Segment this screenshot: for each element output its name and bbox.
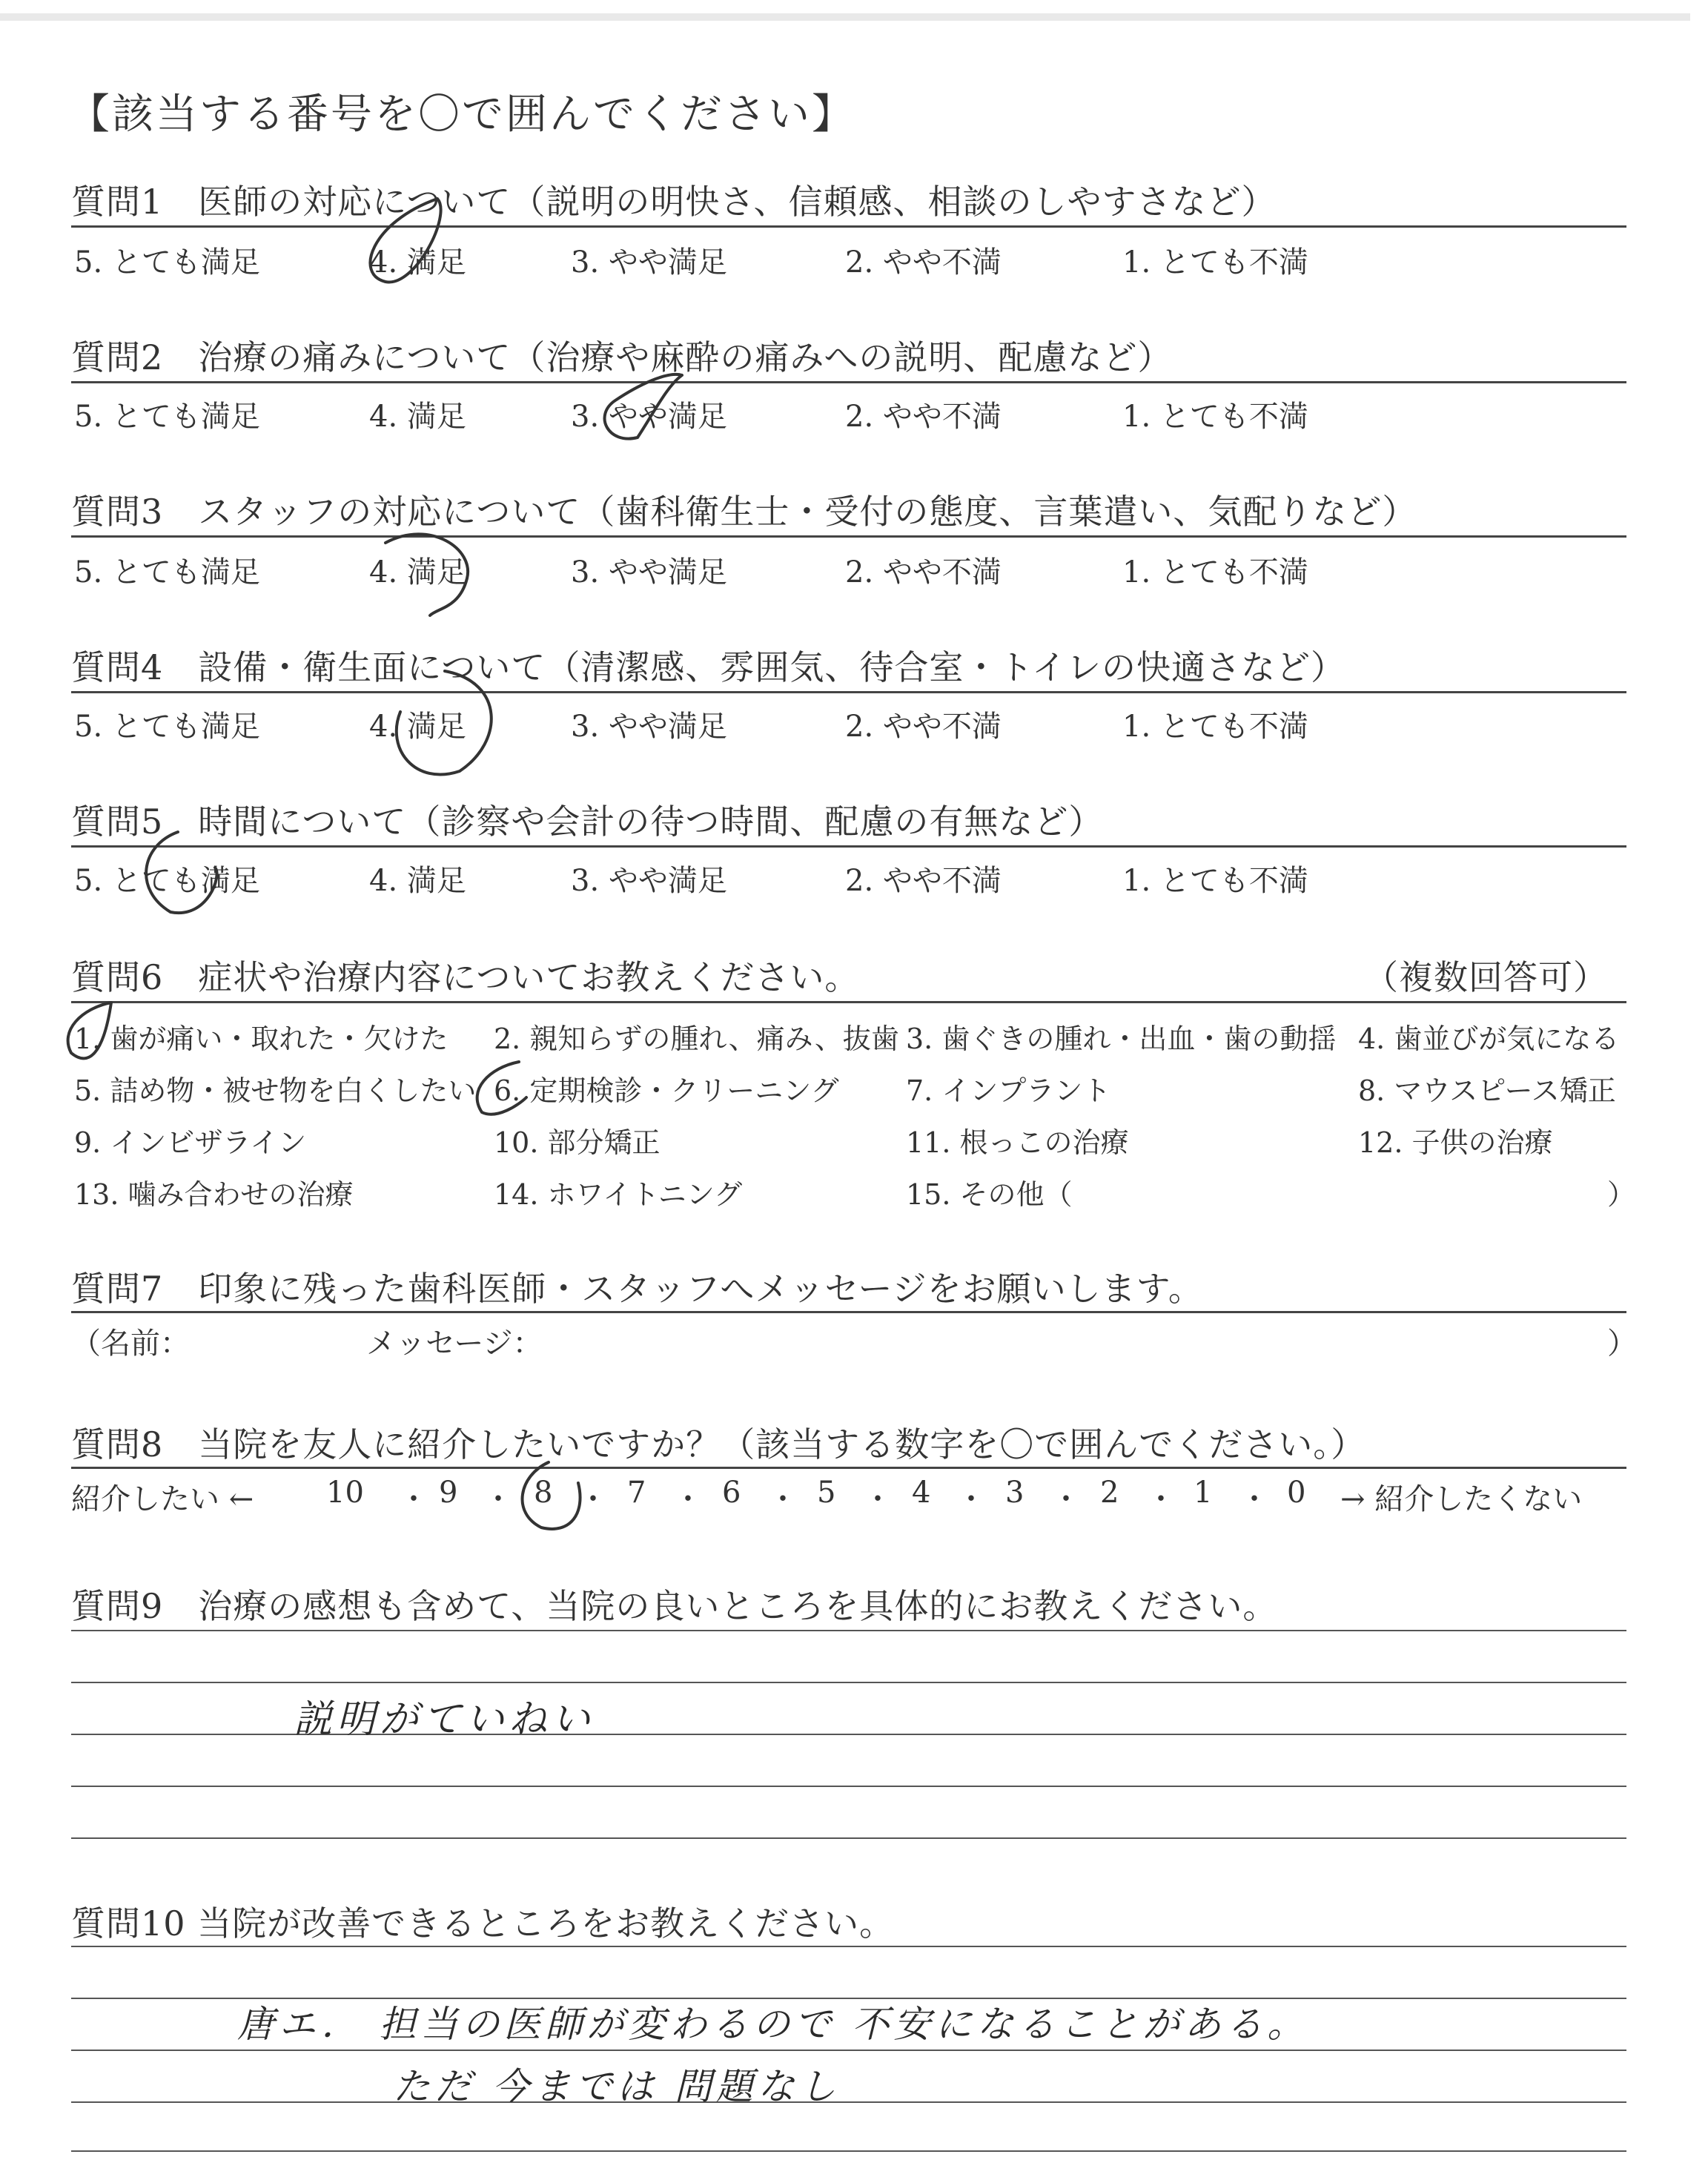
q8-scale-dot: ・ (1146, 1482, 1176, 1516)
q8-scale-item[interactable]: 1 (1194, 1476, 1213, 1510)
q2-option-1[interactable]: 1. とても不満 (1122, 400, 1308, 434)
q6-option-12[interactable]: 12. 子供の治療 (1358, 1126, 1553, 1159)
q6-option-11[interactable]: 11. 根っこの治療 (906, 1126, 1129, 1159)
q2-option-4[interactable]: 4. 満足 (369, 400, 466, 434)
q3-option-1[interactable]: 1. とても不満 (1122, 555, 1308, 589)
q8-scale-item[interactable]: 4 (912, 1476, 931, 1510)
q8-scale-item[interactable]: 6 (722, 1476, 741, 1510)
q8-scale-item[interactable]: 9 (439, 1476, 458, 1510)
q8-scale-item[interactable]: 3 (1005, 1476, 1025, 1510)
question-2-title: 質問2 治療の痛みについて（治療や麻酔の痛みへの説明、配慮など） (71, 337, 1173, 377)
q8-scale-dot: ・ (1051, 1482, 1081, 1516)
q7-close-paren: ） (1607, 1327, 1637, 1361)
q8-scale-item[interactable]: 8 (534, 1476, 553, 1510)
q6-option-1[interactable]: 1. 歯が痛い・取れた・欠けた (74, 1023, 448, 1055)
q2-option-3[interactable]: 3. やや満足 (571, 400, 727, 434)
q10-handwritten-answer-line-2: ただ 今までは 問題なし (393, 2065, 841, 2108)
q3-option-5[interactable]: 5. とても満足 (74, 555, 260, 589)
q6-option-7[interactable]: 7. インプラント (906, 1074, 1111, 1107)
q7-message-label: メッセージ： (366, 1327, 543, 1361)
q8-left-label: 紹介したい ← (71, 1482, 254, 1516)
q4-option-1[interactable]: 1. とても不満 (1122, 710, 1308, 744)
q8-scale-item[interactable]: 2 (1100, 1476, 1119, 1510)
q6-option-6-circle-mark (477, 1062, 526, 1114)
q8-scale-dot: ・ (863, 1482, 893, 1516)
question-1-title: 質問1 医師の対応について（説明の明快さ、信頼感、相談のしやすさなど） (71, 182, 1277, 222)
q3-circle-mark (385, 534, 468, 615)
q9-handwritten-answer: 説明がていねい (294, 1697, 595, 1742)
q6-option-13[interactable]: 13. 噛み合わせの治療 (74, 1178, 354, 1211)
q1-option-4[interactable]: 4. 満足 (369, 245, 466, 280)
question-10-title: 質問10 当院が改善できるところをお教えください。 (71, 1903, 895, 1943)
q6-option-15-close: ） (1607, 1178, 1636, 1211)
q6-option-3[interactable]: 3. 歯ぐきの腫れ・出血・歯の動揺 (906, 1023, 1337, 1055)
q3-option-3[interactable]: 3. やや満足 (571, 555, 727, 589)
q6-option-5[interactable]: 5. 詰め物・被せ物を白くしたい (74, 1074, 477, 1107)
q1-option-2[interactable]: 2. やや不満 (845, 245, 1002, 280)
q6-option-6[interactable]: 6. 定期検診・クリーニング (494, 1074, 839, 1107)
q2-option-5[interactable]: 5. とても満足 (74, 400, 260, 434)
q10-handwritten-answer-line-1: 唐エ． 担当の医師が変わるので 不安になることがある。 (237, 2003, 1309, 2046)
question-3-title: 質問3 スタッフの対応について（歯科衛生士・受付の態度、言葉遣い、気配りなど） (71, 492, 1417, 532)
q8-scale-item[interactable]: 0 (1287, 1476, 1306, 1510)
q4-option-3[interactable]: 3. やや満足 (571, 710, 727, 744)
question-6-note: （複数回答可） (1364, 957, 1608, 997)
q5-option-4[interactable]: 4. 満足 (369, 864, 466, 898)
question-5-title: 質問5 時間について（診察や会計の待つ時間、配慮の有無など） (71, 802, 1104, 842)
q1-option-5[interactable]: 5. とても満足 (74, 245, 260, 280)
q6-option-10[interactable]: 10. 部分矯正 (494, 1126, 661, 1159)
form-heading: 【該当する番号を〇で囲んでください】 (68, 90, 855, 139)
q4-option-5[interactable]: 5. とても満足 (74, 710, 260, 744)
q8-scale-dot: ・ (768, 1482, 798, 1516)
q8-scale-item[interactable]: 5 (817, 1476, 836, 1510)
q6-option-4[interactable]: 4. 歯並びが気になる (1358, 1023, 1620, 1055)
q6-option-1-circle-mark (68, 1003, 111, 1058)
q5-option-2[interactable]: 2. やや不満 (845, 864, 1002, 898)
q2-circle-mark (605, 374, 682, 439)
q1-circle-mark (370, 199, 440, 282)
q8-scale-dot: ・ (483, 1482, 513, 1516)
q1-option-1[interactable]: 1. とても不満 (1122, 245, 1308, 280)
q4-option-2[interactable]: 2. やや不満 (845, 710, 1002, 744)
q5-option-5[interactable]: 5. とても満足 (74, 864, 260, 898)
q4-option-4[interactable]: 4. 満足 (369, 710, 466, 744)
q8-right-label: → 紹介したくない (1340, 1482, 1583, 1516)
q6-option-15[interactable]: 15. その他（ (906, 1178, 1073, 1211)
q4-circle-mark (397, 671, 491, 775)
question-8-title: 質問8 当院を友人に紹介したいですか？（該当する数字を〇で囲んでください。） (71, 1424, 1366, 1464)
q8-circle-mark (523, 1462, 580, 1529)
question-7-title: 質問7 印象に残った歯科医師・スタッフへメッセージをお願いします。 (71, 1269, 1203, 1309)
q5-circle-mark (146, 832, 216, 913)
q8-scale-item[interactable]: 7 (627, 1476, 646, 1510)
question-9-title: 質問9 治療の感想も含めて、当院の良いところを具体的にお教えください。 (71, 1586, 1278, 1626)
q7-name-label: （名前： (71, 1327, 190, 1361)
q2-option-2[interactable]: 2. やや不満 (845, 400, 1002, 434)
q5-option-3[interactable]: 3. やや満足 (571, 864, 727, 898)
question-6-title: 質問6 症状や治療内容についてお教えください。 (71, 957, 860, 997)
q8-scale-dot: ・ (673, 1482, 703, 1516)
q6-option-8[interactable]: 8. マウスピース矯正 (1358, 1074, 1616, 1107)
q6-option-14[interactable]: 14. ホワイトニング (494, 1178, 743, 1211)
question-4-title: 質問4 設備・衛生面について（清潔感、雰囲気、待合室・トイレの快適さなど） (71, 647, 1346, 687)
q8-scale-dot: ・ (1239, 1482, 1269, 1516)
q8-scale-item[interactable]: 10 (326, 1476, 364, 1510)
q3-option-2[interactable]: 2. やや不満 (845, 555, 1002, 589)
q8-scale-dot: ・ (956, 1482, 986, 1516)
q3-option-4[interactable]: 4. 満足 (369, 555, 466, 589)
q5-option-1[interactable]: 1. とても不満 (1122, 864, 1308, 898)
q1-option-3[interactable]: 3. やや満足 (571, 245, 727, 280)
q6-option-9[interactable]: 9. インビザライン (74, 1126, 307, 1159)
q8-scale-dot: ・ (399, 1482, 428, 1516)
q8-scale-dot: ・ (578, 1482, 608, 1516)
q6-option-2[interactable]: 2. 親知らずの腫れ、痛み、抜歯 (494, 1023, 899, 1055)
